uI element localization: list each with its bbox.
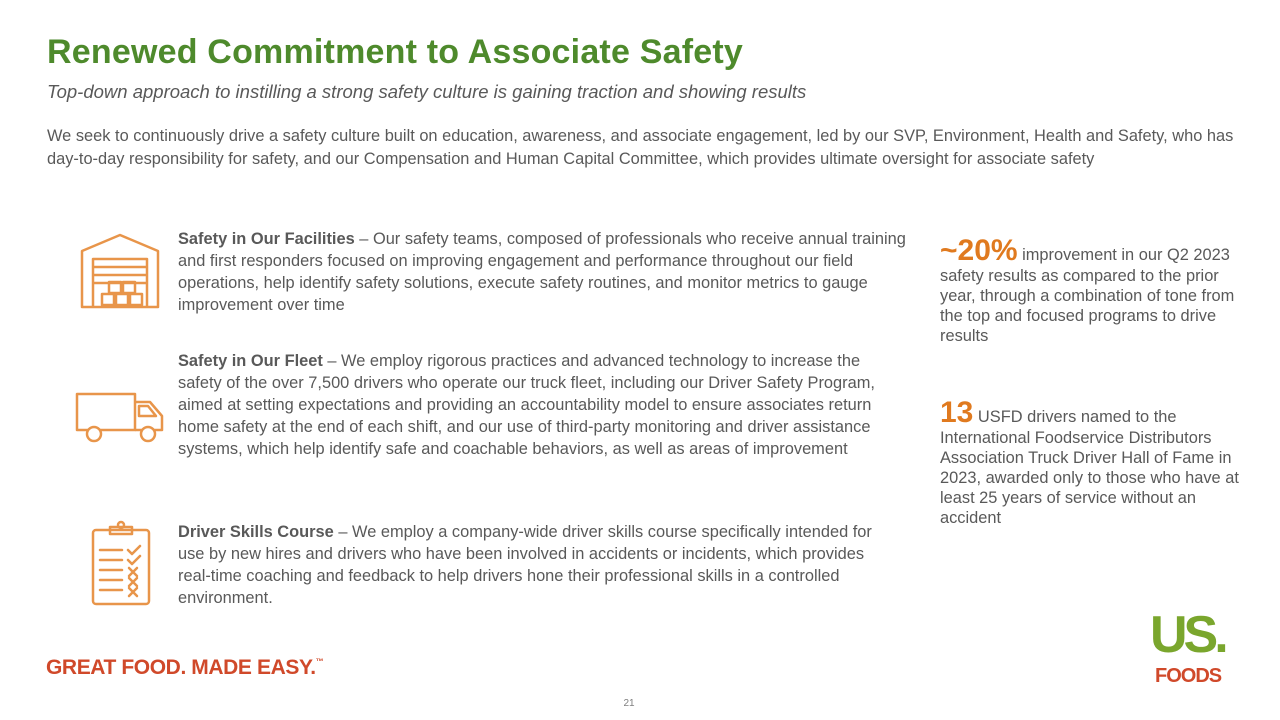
fleet-heading: Safety in Our Fleet — [178, 352, 323, 370]
stat-description: improvement in our Q2 2023 safety results as compared to the prior year, through a combination of tone from the top and focused programs to drive results — [940, 246, 1235, 345]
footer-slogan — [46, 656, 324, 680]
logo-bottom-text: FOODS — [1155, 665, 1222, 686]
us-foods-logo — [1150, 606, 1240, 686]
logo-top-text: US. — [1150, 606, 1225, 664]
facilities-heading: Safety in Our Facilities — [178, 230, 355, 248]
trademark-symbol: ™ — [315, 657, 324, 666]
stat-description: USFD drivers named to the International Foodservice Distributors Association Truck Driver Hall of Fame in 2023, awarded only to those who have at least 25 years of service without an accident — [940, 408, 1239, 527]
facilities-body: – Our safety teams, composed of professionals who receive annual training and first responders focused on improving engagement and performance throughout our field operations, help identify safety solutions, execute safety routines, and monitor metrics to gauge improvement over time — [178, 230, 906, 314]
driver-skills-heading: Driver Skills Course — [178, 523, 334, 541]
slogan-text: GREAT FOOD. MADE EASY. — [46, 656, 316, 679]
facilities-safety-text — [178, 228, 923, 316]
page-subtitle: Top-down approach to instilling a strong safety culture is gaining traction and showing results — [47, 81, 807, 102]
fleet-safety-text — [178, 350, 898, 460]
clipboard-checklist-icon — [90, 520, 152, 608]
stat-hall-of-fame — [940, 398, 1258, 528]
fleet-body: – We employ rigorous practices and advanced technology to increase the safety of the over 7,500 drivers who operate our truck fleet, including our Driver Safety Program, aimed at setting expectations and providing an accountability model to ensure associates return home safety at the end of each shift, and our use of third-party monitoring and driver assistance systems, which help identify safe and coachable behaviors, as well as areas of improvement — [178, 352, 875, 458]
stat-value: ~20% — [940, 234, 1018, 267]
driver-skills-body: – We employ a company-wide driver skills course specifically intended for use by new hires and drivers who have been involved in accidents or incidents, which provides real-time coaching and feedback to help drivers hone their professional skills in a controlled environment. — [178, 523, 872, 607]
intro-paragraph: We seek to continuously drive a safety culture built on education, awareness, and associate engagement, led by our SVP, Environment, Health and Safety, who has day-to-day responsibility for safety, and our Compensation and Human Capital Committee, which provides ultimate oversight for associate safety — [47, 127, 1234, 168]
stat-safety-improvement — [940, 236, 1258, 346]
stat-value: 13 — [940, 396, 974, 429]
page-number: 21 — [623, 698, 635, 709]
driver-skills-text — [178, 521, 888, 609]
page-title: Renewed Commitment to Associate Safety — [47, 33, 743, 71]
warehouse-icon — [78, 231, 162, 311]
truck-icon — [74, 390, 166, 446]
